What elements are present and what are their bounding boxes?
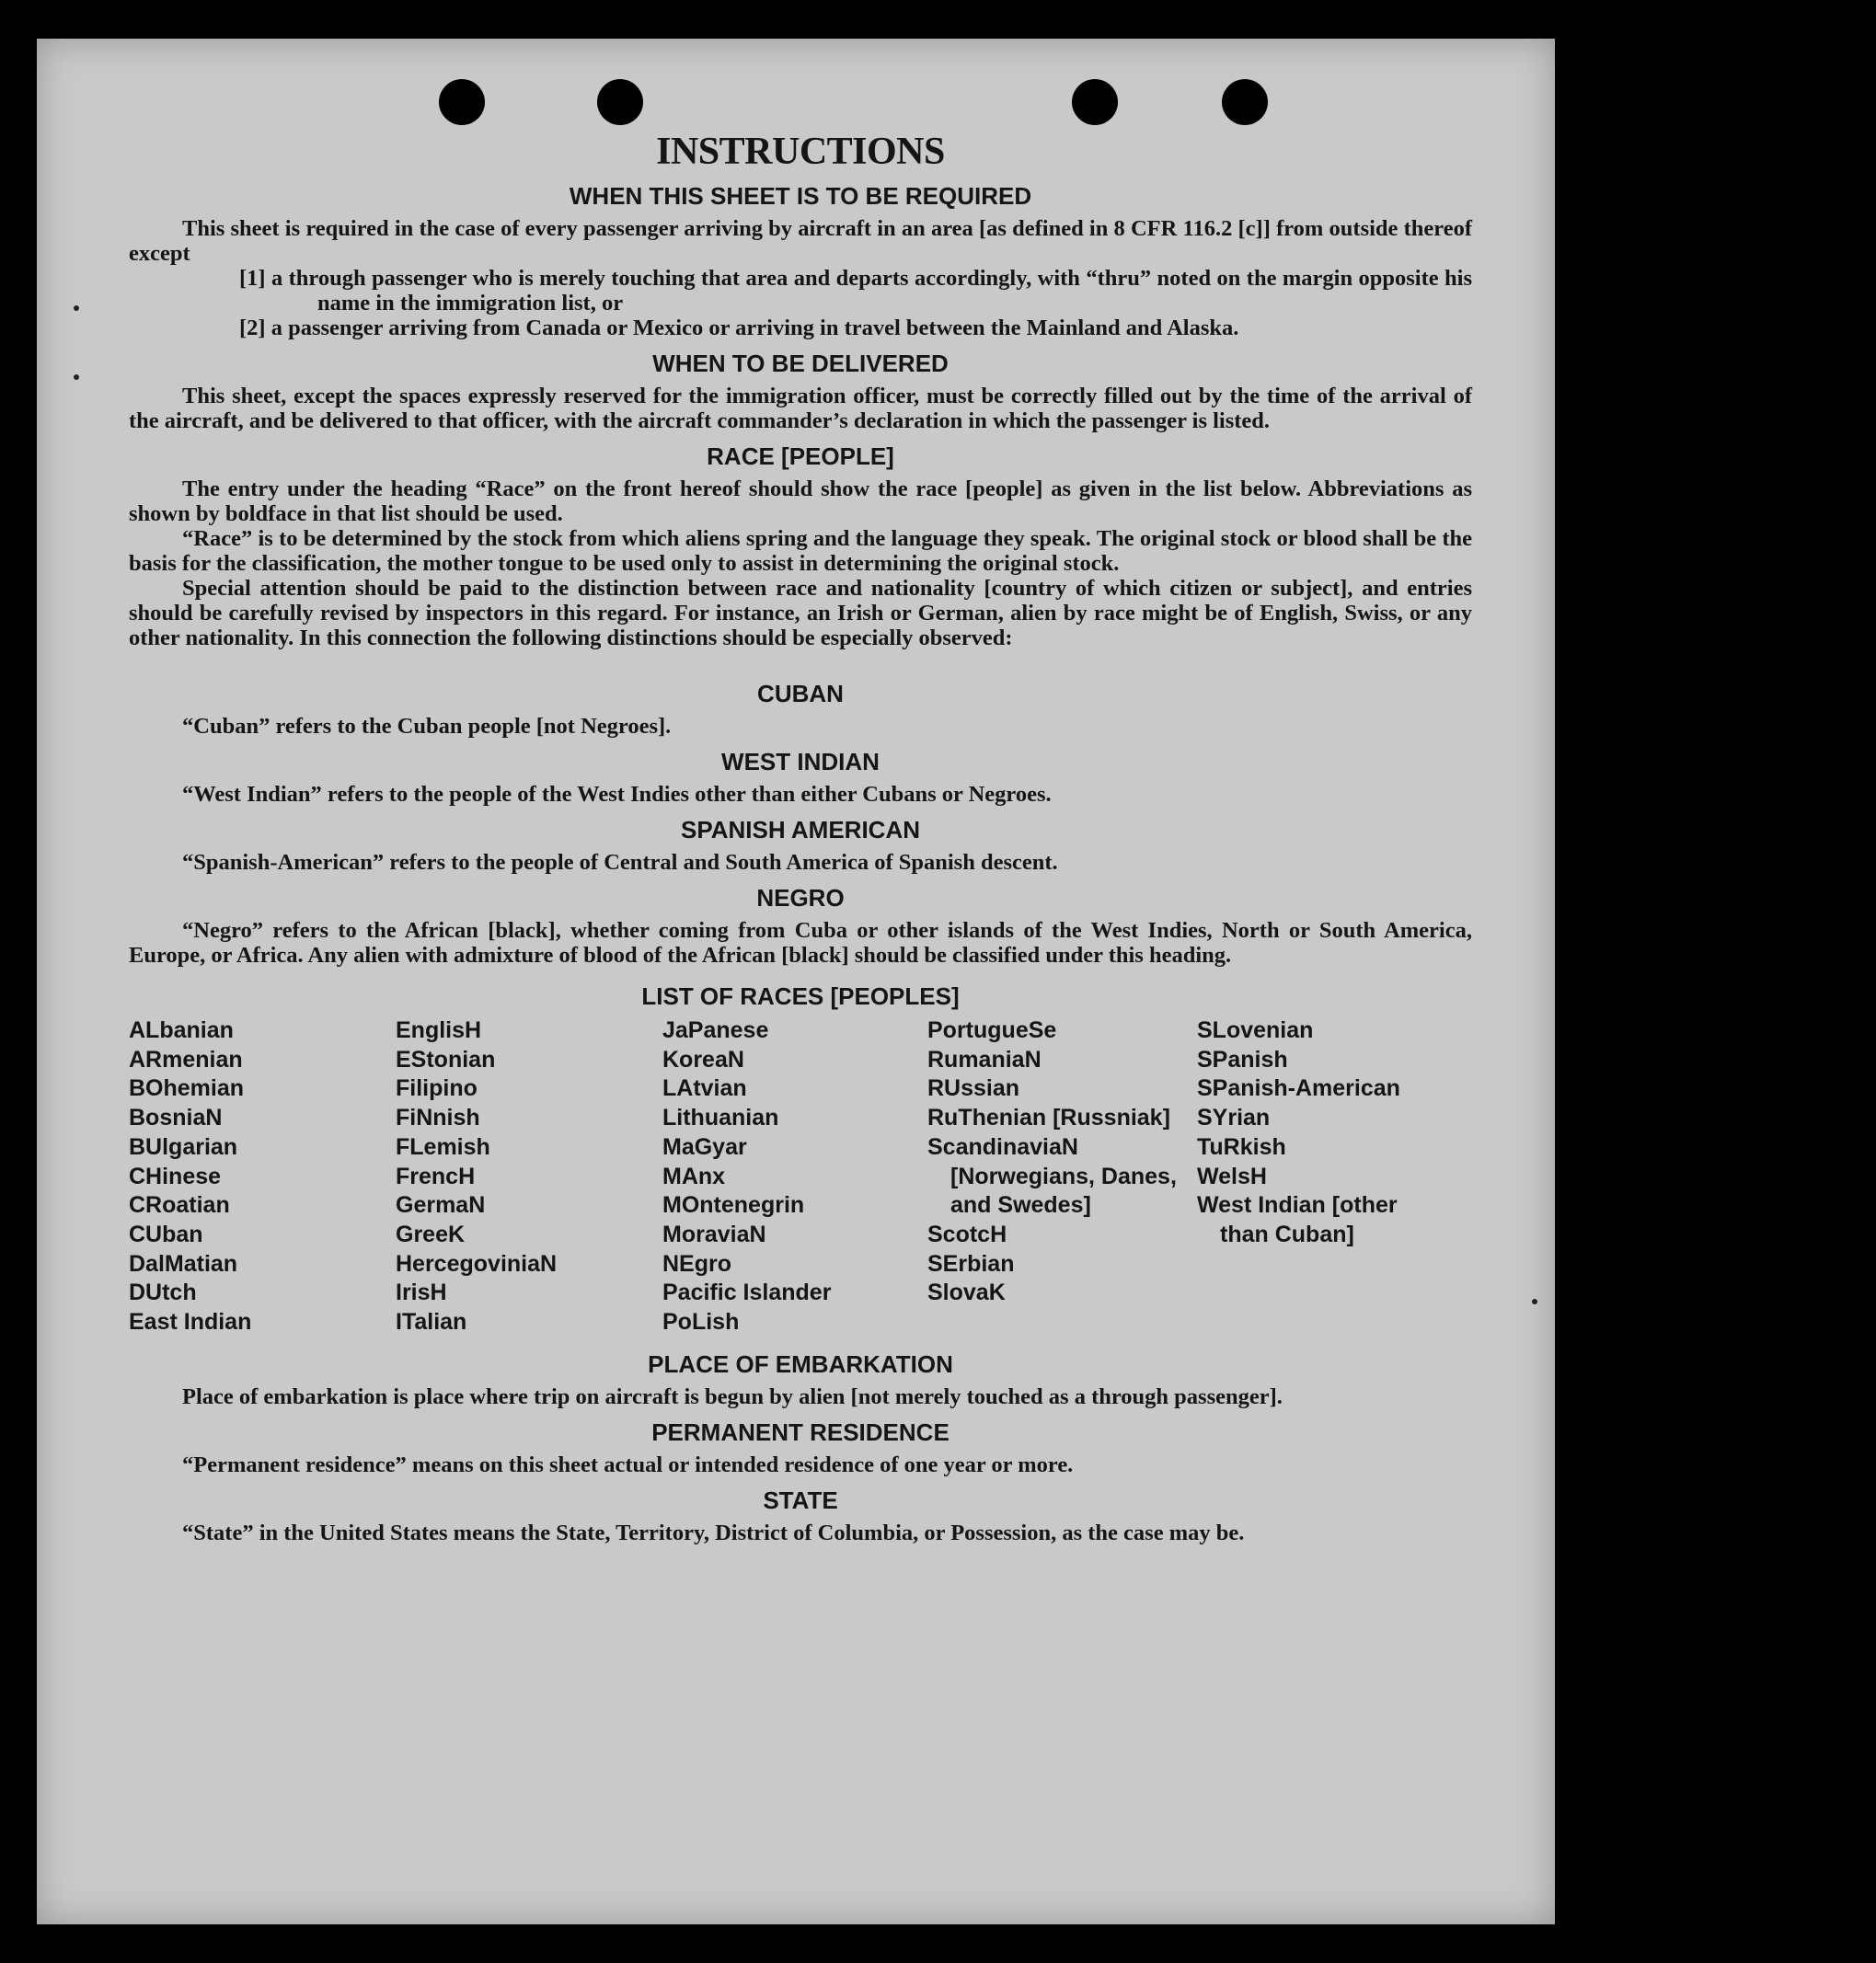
list-item: [2] a passenger arriving from Canada or Mexico or arriving in travel between the Mainland and Alaska. <box>239 316 1239 340</box>
race-item: DalMatian <box>129 1250 238 1277</box>
race-item: RUssian <box>927 1075 1020 1102</box>
punch-hole <box>597 79 643 125</box>
paragraph: Place of embarkation is place where trip on aircraft is begun by alien [not merely touched as a through passenger]. <box>182 1383 1283 1409</box>
punch-hole <box>1222 79 1268 125</box>
race-item: Lithuanian <box>662 1105 779 1131</box>
race-item: FrencH <box>396 1163 476 1189</box>
section-heading: LIST OF RACES [PEOPLES] <box>641 982 960 1010</box>
race-item: Filipino <box>396 1075 478 1102</box>
race-item: FiNnish <box>396 1105 480 1131</box>
exception-list <box>239 266 1472 340</box>
race-item: CHinese <box>129 1163 222 1189</box>
race-item: MOntenegrin <box>662 1192 805 1219</box>
section-heading: RACE [PEOPLE] <box>707 442 894 470</box>
race-item: IrisH <box>396 1280 447 1306</box>
section-heading: SPANISH AMERICAN <box>680 816 920 844</box>
race-item: HercegoviniaN <box>396 1250 558 1277</box>
section-heading: WEST INDIAN <box>721 748 880 775</box>
race-item: ITalian <box>396 1309 467 1336</box>
race-column <box>129 1016 396 1337</box>
section-heading: WHEN THIS SHEET IS TO BE REQUIRED <box>569 182 1032 210</box>
race-item: RumaniaN <box>927 1046 1042 1073</box>
race-item: Pacific Islander <box>662 1280 832 1306</box>
paragraph: This sheet is required in the case of every passenger arriving by aircraft in an area [as defined in 8 CFR 116.2 [c]] from outside thereof except <box>129 216 1472 266</box>
instructions-body <box>129 131 1472 1545</box>
race-item: TuRkish <box>1197 1133 1286 1160</box>
race-column <box>662 1016 927 1337</box>
race-list <box>129 1016 1472 1337</box>
race-item: JaPanese <box>662 1017 769 1043</box>
race-item: PoLish <box>662 1309 740 1336</box>
margin-mark <box>74 305 79 311</box>
race-item: CUban <box>129 1221 203 1247</box>
race-item: SPanish <box>1197 1046 1288 1073</box>
list-item: [1] a through passenger who is merely touching that area and departs accordingly, with “thru” noted on the margin opposite his name in the immigration list, or <box>239 266 1472 316</box>
race-item: ARmenian <box>129 1046 243 1073</box>
section-heading: CUBAN <box>757 680 844 707</box>
race-item: LAtvian <box>662 1075 747 1102</box>
race-item: NEgro <box>662 1250 731 1277</box>
race-item: EStonian <box>396 1046 496 1073</box>
margin-mark <box>1532 1299 1537 1304</box>
race-column <box>396 1016 662 1337</box>
race-item: East Indian <box>129 1309 252 1336</box>
paragraph: “Race” is to be determined by the stock from which aliens spring and the language they speak. The original stock or blood shall be the basis for the classification, the mother tongue to be used only to assist in determining the original stock. <box>129 526 1472 576</box>
race-item: ScotcH <box>927 1221 1007 1247</box>
paragraph: Special attention should be paid to the distinction between race and nationality [country of which citizen or subject], and entries should be carefully revised by inspectors in this regard. For instance, an Irish or German, alien by race might be of English, Swiss, or any other nationality. In this connection the following distinctions should be especially observed: <box>129 576 1472 650</box>
section-heading: WHEN TO BE DELIVERED <box>652 350 949 377</box>
race-item: RuThenian [Russniak] <box>927 1105 1170 1131</box>
race-item: BosniaN <box>129 1105 223 1131</box>
race-item: FLemish <box>396 1133 490 1160</box>
punch-hole <box>439 79 485 125</box>
race-item: ALbanian <box>129 1017 234 1043</box>
paragraph: “Permanent residence” means on this sheet actual or intended residence of one year or more. <box>182 1452 1074 1477</box>
race-item: MoraviaN <box>662 1221 766 1247</box>
race-item: BUlgarian <box>129 1133 238 1160</box>
race-item: SErbian <box>927 1250 1015 1277</box>
paragraph: “Spanish-American” refers to the people of Central and South America of Spanish descent. <box>182 850 1058 875</box>
race-item: KoreaN <box>662 1046 744 1073</box>
race-item: EnglisH <box>396 1017 482 1043</box>
race-item: GreeK <box>396 1221 466 1247</box>
section-heading: NEGRO <box>756 884 845 912</box>
document-page <box>37 39 1555 1924</box>
paragraph: “West Indian” refers to the people of the West Indies other than either Cubans or Negroes. <box>182 782 1052 807</box>
race-item: CRoatian <box>129 1192 230 1219</box>
paragraph: The entry under the heading “Race” on the front hereof should show the race [people] as given in the list below. Abbreviations as shown by boldface in that list should be used. <box>129 476 1472 526</box>
section-heading: PERMANENT RESIDENCE <box>651 1418 950 1446</box>
race-item: MaGyar <box>662 1133 747 1160</box>
race-item: SYrian <box>1197 1105 1271 1131</box>
margin-mark <box>74 374 79 380</box>
race-item: GermaN <box>396 1192 486 1219</box>
page-title: INSTRUCTIONS <box>656 131 945 173</box>
paragraph: “State” in the United States means the State, Territory, District of Columbia, or Possession, as the case may be. <box>182 1520 1245 1545</box>
race-item: MAnx <box>662 1163 726 1189</box>
paragraph: “Cuban” refers to the Cuban people [not Negroes]. <box>182 714 672 739</box>
race-item: BOhemian <box>129 1075 245 1102</box>
race-item: West Indian [other than Cuban] <box>1197 1192 1398 1247</box>
paragraph: “Negro” refers to the African [black], whether coming from Cuba or other islands of the West Indies, North or South America, Europe, or Africa. Any alien with admixture of blood of the African [black] should be classified under this heading. <box>129 918 1472 968</box>
race-item: ScandinaviaN [Norwegians, Danes, and Swedes] <box>927 1133 1177 1219</box>
race-item: SlovaK <box>927 1280 1006 1306</box>
section-heading: STATE <box>763 1486 838 1514</box>
race-item: WelsH <box>1197 1163 1267 1189</box>
punch-hole <box>1072 79 1118 125</box>
race-item: SPanish-American <box>1197 1075 1400 1102</box>
section-heading: PLACE OF EMBARKATION <box>648 1349 953 1378</box>
race-column <box>1197 1016 1436 1337</box>
race-item: DUtch <box>129 1280 197 1306</box>
paragraph: This sheet, except the spaces expressly reserved for the immigration officer, must be correctly filled out by the time of the arrival of the aircraft, and be delivered to that officer, with the aircraft commander’s declaration in which the passenger is listed. <box>129 384 1472 433</box>
race-item: PortugueSe <box>927 1017 1057 1043</box>
race-column <box>927 1016 1197 1337</box>
race-item: SLovenian <box>1197 1017 1314 1043</box>
